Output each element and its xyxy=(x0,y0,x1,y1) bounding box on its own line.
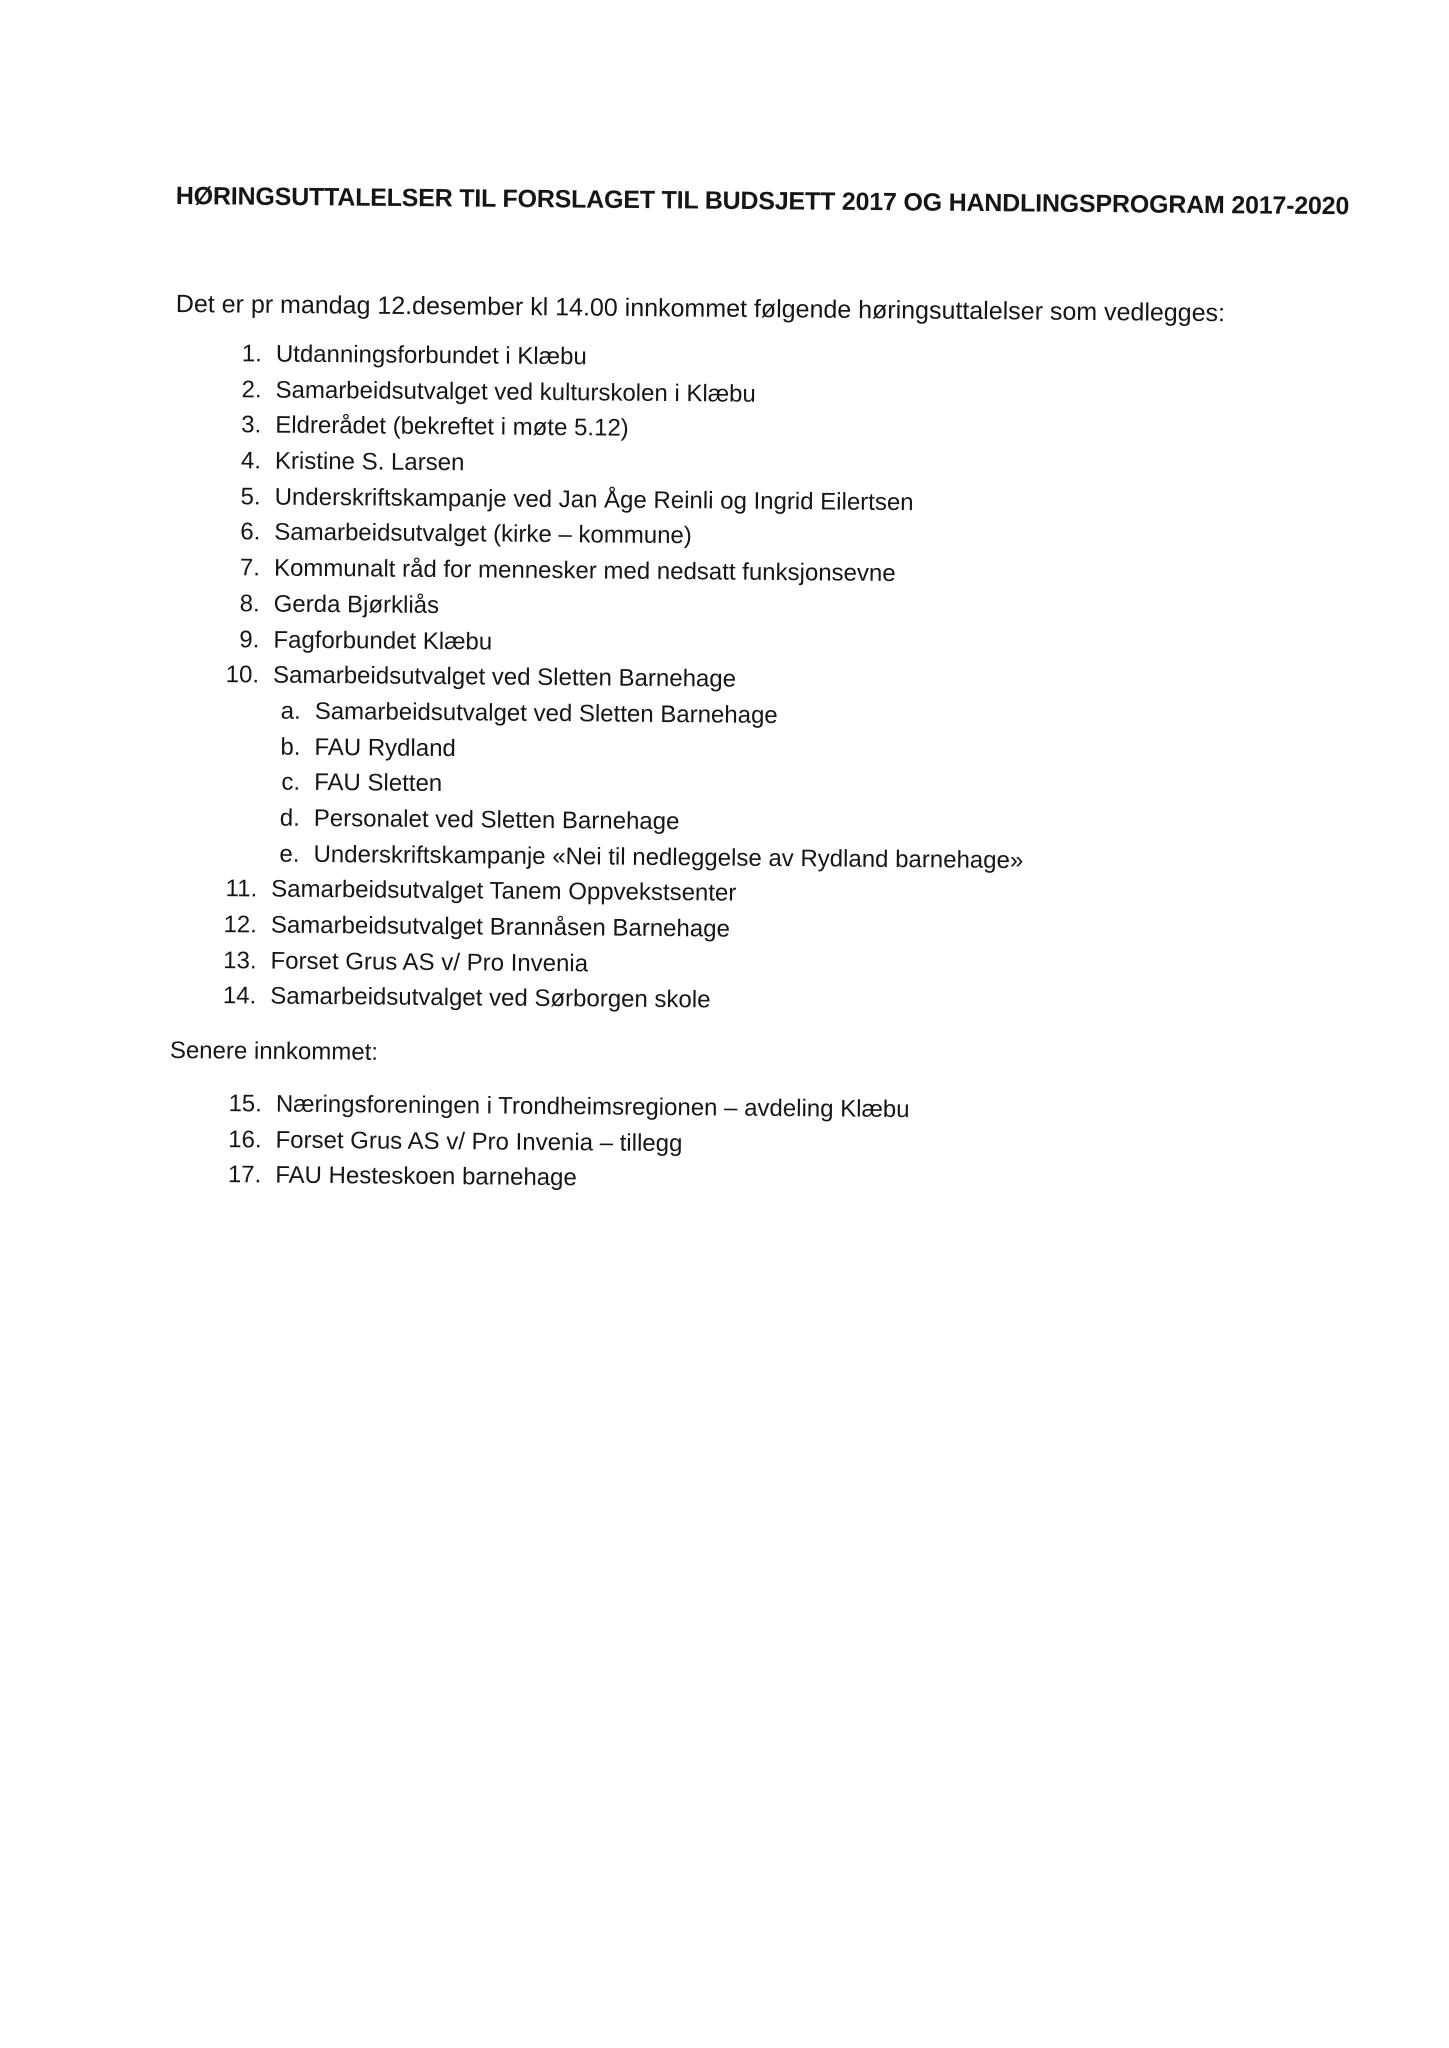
list-subitem-text: Underskriftskampanje «Nei til nedleggelse av Rydland barnehage» xyxy=(313,840,1024,874)
list-subitem-letter: a. xyxy=(280,697,301,725)
list-item-text: Utdanningsforbundet i Klæbu xyxy=(275,340,587,371)
list-item-number: 17. xyxy=(227,1161,262,1189)
list-item-text: Fagforbundet Klæbu xyxy=(273,626,493,655)
list-item-text: Samarbeidsutvalget ved Sørborgen skole xyxy=(270,982,711,1014)
list-item-number: 4. xyxy=(240,447,262,475)
list-item-number: 5. xyxy=(240,483,261,511)
list-item-text: Kommunalt råd for mennesker med nedsatt funksjonsevne xyxy=(273,554,896,588)
list-item-text: Samarbeidsutvalget Brannåsen Barnehage xyxy=(270,911,730,943)
list-item-number: 11. xyxy=(225,875,258,903)
later-section-label: Senere innkommet: xyxy=(169,1037,379,1066)
list-subitem-letter: c. xyxy=(281,768,301,797)
list-subitem-text: FAU Sletten xyxy=(314,769,443,798)
list-item-number: 8. xyxy=(239,590,260,618)
list-item-number: 1. xyxy=(241,340,262,368)
list-item-text: Forset Grus AS v/ Pro Invenia – tillegg xyxy=(275,1126,683,1157)
list-subitem-text: FAU Rydland xyxy=(314,733,456,762)
intro-paragraph: Det er pr mandag 12.desember kl 14.00 innkommet følgende høringsuttalelser som vedlegges: xyxy=(175,290,1226,328)
list-item xyxy=(204,982,1104,1026)
list-item-text: Samarbeidsutvalget ved Sletten Barnehage xyxy=(272,661,737,693)
later-submission-list xyxy=(209,1090,1110,1205)
list-subitem-text: Personalet ved Sletten Barnehage xyxy=(313,804,680,836)
list-subitem-letter: d. xyxy=(279,804,300,832)
list-item-number: 2. xyxy=(241,375,262,404)
list-subitem-letter: b. xyxy=(280,733,301,761)
list-item-text: FAU Hesteskoen barnehage xyxy=(275,1161,577,1192)
list-item-text: Forset Grus AS v/ Pro Invenia xyxy=(270,947,589,978)
list-item-number: 6. xyxy=(240,518,261,546)
list-item-text: Underskriftskampanje ved Jan Åge Reinli og Ingrid Eilertsen xyxy=(274,483,914,516)
list-item-number: 13. xyxy=(223,946,257,975)
list-item-number: 16. xyxy=(228,1125,262,1154)
document-title: HØRINGSUTTALELSER TIL FORSLAGET TIL BUDSJETT 2017 OG HANDLINGSPROGRAM 2017-2020 xyxy=(175,182,1350,221)
list-item xyxy=(209,1161,1109,1205)
submission-list xyxy=(204,340,1110,1026)
list-item-number: 14. xyxy=(222,982,257,1010)
list-item-number: 3. xyxy=(241,411,262,439)
list-item-text: Samarbeidsutvalget ved kulturskolen i Klæbu xyxy=(275,376,756,408)
list-item-text: Samarbeidsutvalget (kirke – kommune) xyxy=(274,519,692,550)
list-item-text: Eldrerådet (bekreftet i møte 5.12) xyxy=(275,411,629,443)
list-subitem-text: Samarbeidsutvalget ved Sletten Barnehage xyxy=(314,697,778,729)
list-item-number: 12. xyxy=(223,911,258,939)
list-item-text: Kristine S. Larsen xyxy=(274,447,465,477)
list-item-text: Næringsforeningen i Trondheimsregionen – avdeling Klæbu xyxy=(275,1090,910,1124)
list-item-number: 9. xyxy=(239,625,260,653)
list-item-text: Gerda Bjørkliås xyxy=(273,590,440,619)
list-subitem-letter: e. xyxy=(279,840,300,868)
list-item-text: Samarbeidsutvalget Tanem Oppvekstsenter xyxy=(271,875,737,907)
list-item-number: 7. xyxy=(239,554,261,582)
list-item-number: 15. xyxy=(228,1090,262,1118)
list-item-number: 10. xyxy=(225,661,260,689)
